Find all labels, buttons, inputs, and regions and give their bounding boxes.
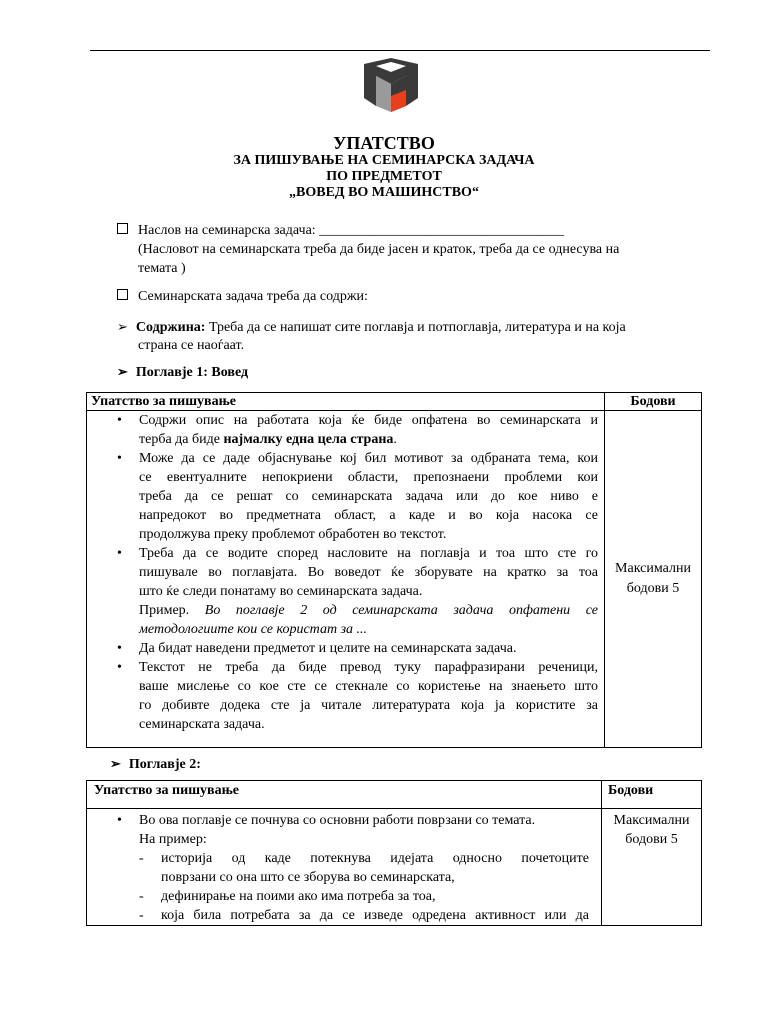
points-line-1: Максимални xyxy=(613,813,690,828)
text-line: го добивте додека сте ја читале литературата која ја користите за xyxy=(139,698,598,713)
text-span: . xyxy=(393,432,397,447)
contents-requirement-item xyxy=(117,287,368,306)
title-note-line-2: темата ) xyxy=(138,261,186,276)
contents-label: Содржина: xyxy=(135,320,206,335)
points-line-2: бодови 5 xyxy=(626,581,680,596)
title-field-item xyxy=(117,221,564,240)
text-line: Текстот не треба да биде превод туку парафразирани реченици, xyxy=(139,660,598,675)
chapter-2-instructions xyxy=(87,809,602,926)
subtitle-line-1: ЗА ПИШУВАЊЕ НА СЕМИНАРСКА ЗАДАЧА xyxy=(233,153,535,168)
subtitle-line-2: ПО ПРЕДМЕТОТ xyxy=(326,169,442,184)
text-line: Содржи опис на работата која ќе биде опфатена во семинарската и xyxy=(139,413,598,428)
chapter-1-table xyxy=(86,392,702,748)
text-line: се евентуалните непокриени области, препознаени проблеми кои xyxy=(139,470,598,485)
text-line xyxy=(139,430,598,449)
chapter-2-heading xyxy=(110,754,201,774)
document-subtitle xyxy=(0,153,768,201)
example-text: Во поглавје 2 од семинарската задача опфатени се xyxy=(204,603,598,618)
example-text: методологиите кои се користат за ... xyxy=(139,622,368,637)
text-line: напредокот во предметната област, а каде и во која насока се xyxy=(139,508,598,523)
list-item: • Да бидат наведени предметот и целите на семинарската задача. xyxy=(139,639,598,658)
text-line: Во ова поглавје се почнува со основни работи поврзани со темата. xyxy=(139,813,536,828)
text-line: продолжува преку проблемот обработен во текстот. xyxy=(139,527,447,542)
arrow-bullet-icon: ➢ xyxy=(117,319,128,334)
checkbox-icon xyxy=(117,223,128,234)
instructions-header: Упатство за пишување xyxy=(87,393,605,411)
list-item: • Треба да се водите според насловите на поглавја и тоа што сте го пишувале во поглавјата. Во воведот ќе зборувате на кратко за тоа што ќе следи понатаму во семинарската задача. Пример. Во поглавје 2 од семинарската задача опфатени се методологиите кои се користат за ... xyxy=(117,546,598,637)
text-line: дефинирање на поими ако има потреба за тоа, xyxy=(161,889,436,904)
example-prefix: Пример. xyxy=(139,603,205,618)
list-item: • Текстот не треба да биде превод туку парафразирани реченици, ваше мислење со кое сте се стекнале со користење на знаењето што го добивте додека сте ја читале литературата која ја користите за семинарската задача. xyxy=(117,660,598,732)
title-field-label: Наслов на семинарска задача: ___________________________________ xyxy=(138,223,565,238)
text-line: треба да се решат со семинарската задача или до кое ниво е xyxy=(139,489,598,504)
example-line xyxy=(139,620,598,639)
text-line: семинарската задача. xyxy=(139,717,265,732)
text-line: ваше мислење со кое сте се стекнале со користење на знаењето што xyxy=(139,679,598,694)
arrow-bullet-icon: ➢ xyxy=(117,364,128,379)
contents-text-line-2: страна се наоѓаат. xyxy=(138,338,245,353)
sub-list-item: - дефинирање на поими ако има потреба за тоа, xyxy=(139,887,589,906)
text-line: што ќе следи понатаму во семинарската задача. xyxy=(139,584,423,599)
contents-text-line-1: Треба да се напишат сите поглавја и потпоглавја, литература и на која xyxy=(205,320,626,335)
text-span: терба да биде xyxy=(139,432,224,447)
university-logo xyxy=(362,58,420,112)
text-line: која била потребата за да се изведе одредена активност или да xyxy=(161,908,589,923)
list-item: • Содржи опис на работата која ќе биде опфатена во семинарската и терба да биде најмалку една цела страна. xyxy=(117,413,598,447)
text-line: историја од каде потекнува идејата односно почетоците xyxy=(161,851,589,866)
sub-list-item: - која била потребата за да се изведе одредена активност или да xyxy=(139,908,589,923)
text-line: Може да се даде објаснување кој бил мотивот за одбраната тема, кои xyxy=(139,451,598,466)
example-line xyxy=(139,601,598,620)
max-points-cell xyxy=(605,411,702,748)
top-rule xyxy=(90,50,710,51)
subtitle-line-3: „ВОВЕД ВО МАШИНСТВО“ xyxy=(289,185,479,200)
text-line: Да бидат наведени предметот и целите на семинарската задача. xyxy=(139,641,517,656)
text-line: Треба да се водите според насловите на поглавја и тоа што сте го xyxy=(139,546,598,561)
list-item: • Може да се даде објаснување кој бил мотивот за одбраната тема, кои се евентуалните непокриени области, препознаени проблеми кои треба да се решат со семинарската задача или до кое ниво е напредокот во предметната област, а каде и во која насока се продолжува преку проблемот обработен во текстот. xyxy=(117,451,598,542)
chapter-2-title: Поглавје 2: xyxy=(128,757,201,772)
text-line: пишувале во поглавјата. Во воведот ќе зборувате на кратко за тоа xyxy=(139,565,598,580)
sub-list-item: - историја од каде потекнува идејата односно почетоците поврзани со она што се зборува во семинарската, xyxy=(139,851,589,885)
document-title: УПАТСТВО xyxy=(333,133,435,153)
chapter-1-title: Поглавје 1: Вовед xyxy=(135,365,249,380)
text-line: На пример: xyxy=(139,832,207,847)
contents-requirement-label: Семинарската задача треба да содржи: xyxy=(138,289,368,304)
points-header: Бодови xyxy=(602,781,702,809)
points-line-1: Максимални xyxy=(615,561,691,576)
list-item: • Во ова поглавје се почнува со основни работи поврзани со темата. На пример: xyxy=(139,811,589,849)
max-points-cell xyxy=(602,809,702,926)
text-line: поврзани со она што се зборува во семинарската, xyxy=(161,870,455,885)
instructions-header: Упатство за пишување xyxy=(87,781,602,809)
points-header: Бодови xyxy=(605,393,702,411)
chapter-1-instructions xyxy=(87,411,605,748)
chapter-2-table xyxy=(86,780,702,926)
checkbox-icon xyxy=(117,289,128,300)
chapter-1-heading xyxy=(117,362,248,382)
table-of-contents-item xyxy=(117,317,626,337)
arrow-bullet-icon: ➢ xyxy=(110,756,121,771)
bold-text: најмалку една цела страна xyxy=(223,432,394,447)
title-note-line-1: (Насловот на семинарската треба да биде јасен и краток, треба да се однесува на xyxy=(138,242,620,257)
points-line-2: бодови 5 xyxy=(625,832,678,847)
